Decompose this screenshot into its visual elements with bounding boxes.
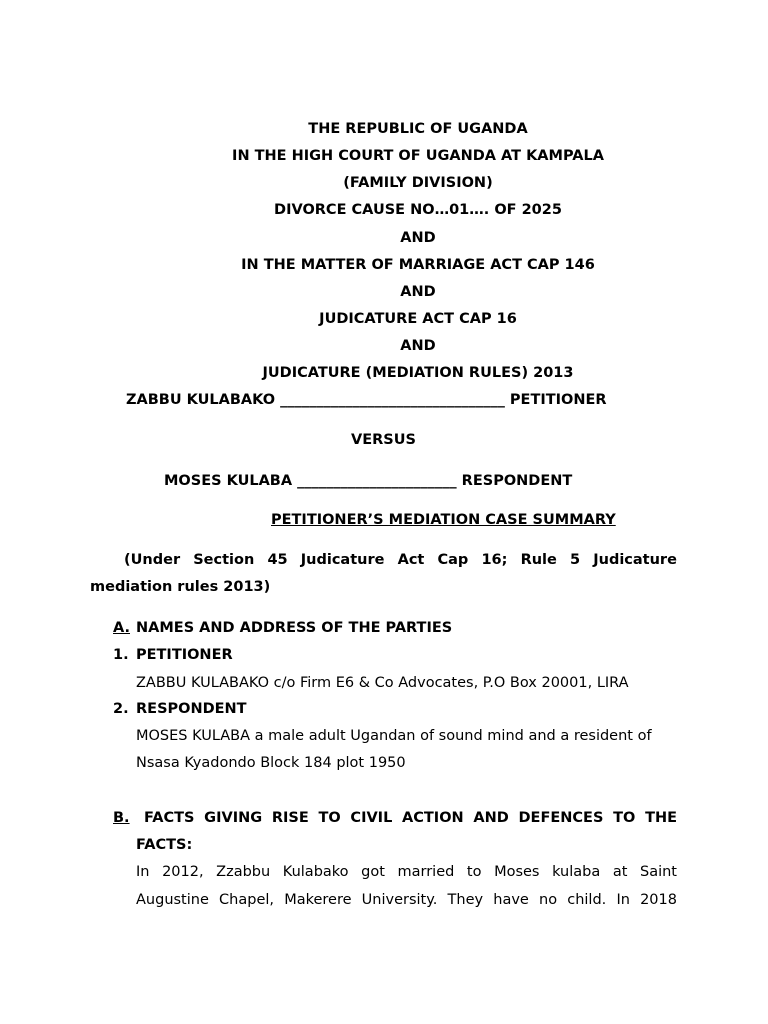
heading-word: FACTS	[144, 810, 195, 826]
section-b-heading	[144, 809, 677, 827]
under-word: 5	[570, 552, 581, 568]
heading-word: TO	[318, 810, 341, 826]
petitioner-address: ZABBU KULABAKO c/o Firm E6 & Co Advocates, P.O Box 20001, LIRA	[136, 675, 629, 691]
cause-number: DIVORCE CAUSE NO…01…. OF 2025	[274, 202, 562, 218]
respondent-label: RESPONDENT	[136, 701, 247, 717]
respondent-description-line-2: Nsasa Kyadondo Block 184 plot 1950	[136, 755, 406, 771]
petitioner-label: PETITIONER	[136, 647, 233, 663]
heading-word: AND	[473, 810, 509, 826]
under-word: 16;	[481, 552, 508, 568]
republic-heading: THE REPUBLIC OF UGANDA	[308, 121, 528, 137]
under-word: Act	[397, 552, 425, 568]
section-b-heading-line-2: FACTS:	[136, 837, 193, 853]
heading-word: GIVING	[204, 810, 263, 826]
and-connector-2: AND	[400, 284, 436, 300]
under-word: Rule	[520, 552, 557, 568]
facts-paragraph-line-1: In 2012, Zzabbu Kulabako got married to Moses kulaba at Saint	[136, 864, 677, 880]
section-a-heading: NAMES AND ADDRESS OF THE PARTIES	[136, 620, 453, 636]
heading-word: CIVIL	[350, 810, 393, 826]
respondent-description-line-1: MOSES KULABA a male adult Ugandan of sound mind and a resident of	[136, 728, 652, 744]
mediation-rules-heading: JUDICATURE (MEDIATION RULES) 2013	[262, 365, 574, 381]
versus-label: VERSUS	[351, 432, 416, 448]
under-word: 45	[267, 552, 288, 568]
heading-word: TO	[613, 810, 636, 826]
facts-paragraph-line-2: Augustine Chapel, Makerere University. They have no child. In 2018	[136, 892, 677, 908]
under-word: Judicature	[593, 552, 677, 568]
heading-word: ACTION	[402, 810, 464, 826]
heading-word: DEFENCES	[518, 810, 604, 826]
under-word: Judicature	[300, 552, 385, 568]
division-heading: (FAMILY DIVISION)	[343, 175, 493, 191]
item-2-number: 2.	[113, 701, 129, 717]
section-b-marker: B.	[113, 810, 130, 826]
petitioner-line: ZABBU KULABAKO _______________________________ PETITIONER	[126, 392, 607, 408]
heading-word: THE	[645, 810, 677, 826]
under-word: Cap	[437, 552, 469, 568]
under-word: Section	[193, 552, 255, 568]
judicature-act-heading: JUDICATURE ACT CAP 16	[319, 311, 517, 327]
under-word: (Under	[124, 552, 181, 568]
matter-heading: IN THE MATTER OF MARRIAGE ACT CAP 146	[241, 257, 595, 273]
heading-word: RISE	[271, 810, 309, 826]
respondent-line: MOSES KULABA ______________________ RESPONDENT	[164, 473, 573, 489]
section-a-marker: A.	[113, 620, 130, 636]
under-section-line-2: mediation rules 2013)	[90, 579, 271, 595]
and-connector-1: AND	[400, 230, 436, 246]
document-title: PETITIONER’S MEDIATION CASE SUMMARY	[271, 512, 616, 528]
and-connector-3: AND	[400, 338, 436, 354]
item-1-number: 1.	[113, 647, 129, 663]
under-section-line	[124, 551, 677, 569]
court-heading: IN THE HIGH COURT OF UGANDA AT KAMPALA	[232, 148, 604, 164]
